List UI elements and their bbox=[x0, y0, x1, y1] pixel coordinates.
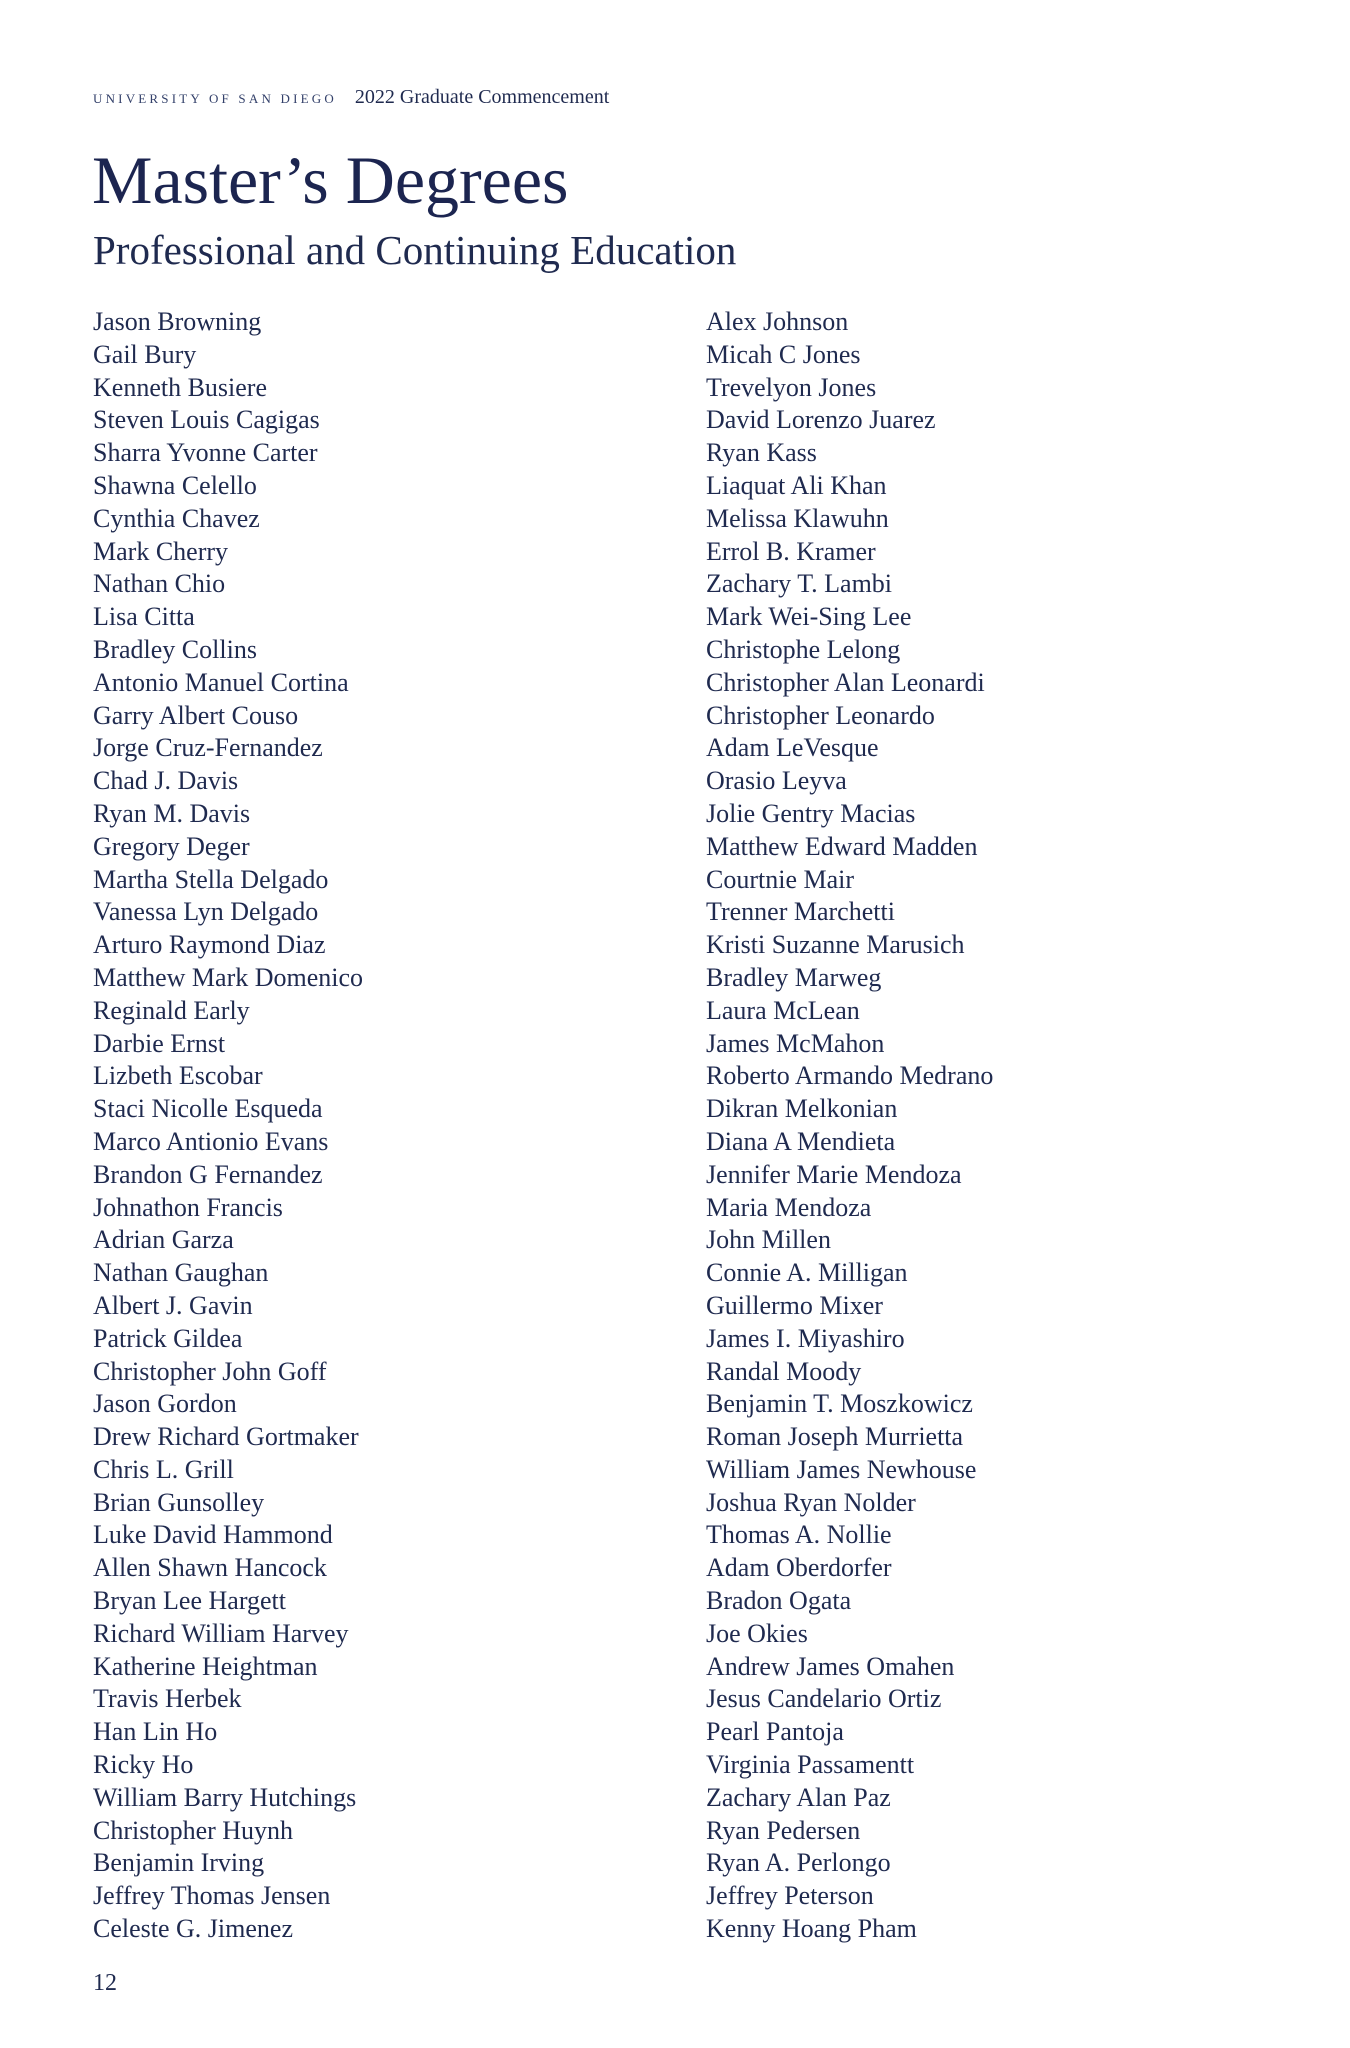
graduate-name: Bradley Marweg bbox=[706, 962, 882, 992]
graduate-name: Melissa Klawuhn bbox=[706, 503, 889, 533]
graduate-name: Courtnie Mair bbox=[706, 864, 855, 894]
graduate-name: Han Lin Ho bbox=[93, 1717, 218, 1747]
graduate-name: Errol B. Kramer bbox=[706, 536, 876, 566]
graduate-name: Benjamin T. Moszkowicz bbox=[706, 1389, 973, 1419]
graduate-name: Randal Moody bbox=[706, 1356, 862, 1386]
graduate-name: Zachary Alan Paz bbox=[706, 1782, 891, 1812]
graduate-name: Trenner Marchetti bbox=[706, 897, 895, 927]
graduate-name: Andrew James Omahen bbox=[706, 1651, 955, 1681]
graduate-name: Brian Gunsolley bbox=[93, 1487, 265, 1517]
graduate-name: Steven Louis Cagigas bbox=[93, 405, 320, 435]
graduate-name: Micah C Jones bbox=[706, 339, 861, 369]
graduate-name: Kenny Hoang Pham bbox=[706, 1914, 917, 1944]
graduate-name: Christopher John Goff bbox=[93, 1356, 327, 1386]
graduate-name: Nathan Chio bbox=[93, 569, 226, 599]
graduate-name: William Barry Hutchings bbox=[93, 1782, 357, 1812]
graduate-name: John Millen bbox=[706, 1225, 831, 1255]
graduate-name: Jeffrey Thomas Jensen bbox=[93, 1881, 331, 1911]
graduate-name: Johnathon Francis bbox=[93, 1192, 283, 1222]
graduate-name: Lisa Citta bbox=[93, 602, 195, 632]
university-name: UNIVERSITY OF SAN DIEGO bbox=[93, 91, 337, 106]
graduate-name: William James Newhouse bbox=[706, 1454, 977, 1484]
graduate-name: Sharra Yvonne Carter bbox=[93, 438, 318, 468]
graduate-name: Richard William Harvey bbox=[93, 1618, 349, 1648]
page-subtitle: Professional and Continuing Education bbox=[93, 227, 737, 273]
graduate-name: Dikran Melkonian bbox=[706, 1094, 898, 1124]
graduate-name: Jolie Gentry Macias bbox=[706, 798, 916, 828]
graduate-name: Bradley Collins bbox=[93, 634, 257, 664]
graduate-name: Garry Albert Couso bbox=[93, 700, 299, 730]
graduate-name: Kristi Suzanne Marusich bbox=[706, 930, 965, 960]
graduate-name: Reginald Early bbox=[93, 995, 250, 1025]
graduate-name: Lizbeth Escobar bbox=[93, 1061, 263, 1091]
graduate-name: Diana A Mendieta bbox=[706, 1126, 896, 1156]
graduate-name: Arturo Raymond Diaz bbox=[93, 930, 326, 960]
graduate-name: Patrick Gildea bbox=[93, 1323, 243, 1353]
graduate-name: Liaquat Ali Khan bbox=[706, 470, 887, 500]
graduate-name: Jennifer Marie Mendoza bbox=[706, 1159, 962, 1189]
graduate-name: Adam Oberdorfer bbox=[706, 1553, 892, 1583]
graduate-name: Christopher Alan Leonardi bbox=[706, 667, 985, 697]
graduate-name: Roberto Armando Medrano bbox=[706, 1061, 994, 1091]
graduate-name: Christopher Huynh bbox=[93, 1815, 294, 1845]
graduate-name: Ryan A. Perlongo bbox=[706, 1848, 891, 1878]
graduate-name: Orasio Leyva bbox=[706, 766, 847, 796]
graduate-name: Bradon Ogata bbox=[706, 1586, 852, 1616]
graduate-name: Celeste G. Jimenez bbox=[93, 1914, 293, 1944]
graduate-name: Darbie Ernst bbox=[93, 1028, 226, 1058]
graduate-name: Jorge Cruz-Fernandez bbox=[93, 733, 323, 763]
graduate-name: Christopher Leonardo bbox=[706, 700, 935, 730]
graduate-name: Jason Gordon bbox=[93, 1389, 237, 1419]
graduate-name: Ryan M. Davis bbox=[93, 798, 251, 828]
graduate-name: Ryan Kass bbox=[706, 438, 817, 468]
graduate-name: Gregory Deger bbox=[93, 831, 250, 861]
page-title: Master’s Degrees bbox=[92, 142, 569, 218]
graduate-name: Matthew Mark Domenico bbox=[93, 962, 364, 992]
graduate-name: Bryan Lee Hargett bbox=[93, 1586, 286, 1616]
page-number: 12 bbox=[93, 1970, 117, 1996]
graduate-name: Staci Nicolle Esqueda bbox=[93, 1094, 323, 1124]
graduate-name: James I. Miyashiro bbox=[706, 1323, 905, 1353]
event-name: 2022 Graduate Commencement bbox=[354, 86, 610, 108]
graduate-name: Brandon G Fernandez bbox=[93, 1159, 323, 1189]
graduate-name: Jesus Candelario Ortiz bbox=[706, 1684, 942, 1714]
graduate-name: Maria Mendoza bbox=[706, 1192, 872, 1222]
graduate-name: Roman Joseph Murrietta bbox=[706, 1422, 964, 1452]
graduate-name: Marco Antionio Evans bbox=[93, 1126, 329, 1156]
graduate-name: Adam LeVesque bbox=[706, 733, 879, 763]
graduate-name: Katherine Heightman bbox=[93, 1651, 318, 1681]
names-column-left bbox=[93, 306, 363, 1946]
graduate-name: Ryan Pedersen bbox=[706, 1815, 861, 1845]
graduate-name: Drew Richard Gortmaker bbox=[93, 1422, 359, 1452]
graduate-name: Ricky Ho bbox=[93, 1750, 194, 1780]
graduate-name: Kenneth Busiere bbox=[93, 372, 268, 402]
graduate-name: Nathan Gaughan bbox=[93, 1258, 269, 1288]
graduate-name: Zachary T. Lambi bbox=[706, 569, 893, 599]
graduate-name: Shawna Celello bbox=[93, 470, 257, 500]
graduate-name: Cynthia Chavez bbox=[93, 503, 260, 533]
graduate-name: Vanessa Lyn Delgado bbox=[93, 897, 319, 927]
graduate-name: Christophe Lelong bbox=[706, 634, 901, 664]
graduate-name: Joe Okies bbox=[706, 1618, 808, 1648]
graduate-name: Mark Cherry bbox=[93, 536, 229, 566]
graduate-name: James McMahon bbox=[706, 1028, 885, 1058]
graduate-name: Virginia Passamentt bbox=[706, 1750, 915, 1780]
running-header bbox=[93, 86, 609, 109]
graduate-name: Adrian Garza bbox=[93, 1225, 234, 1255]
names-column-right bbox=[706, 306, 993, 1946]
graduate-name: Antonio Manuel Cortina bbox=[93, 667, 349, 697]
graduate-name: Guillermo Mixer bbox=[706, 1290, 883, 1320]
graduate-name: Joshua Ryan Nolder bbox=[706, 1487, 916, 1517]
graduate-name: Jeffrey Peterson bbox=[706, 1881, 874, 1911]
graduate-name: Chad J. Davis bbox=[93, 766, 239, 796]
graduate-name: Gail Bury bbox=[93, 339, 197, 369]
graduate-name: Allen Shawn Hancock bbox=[93, 1553, 327, 1583]
graduate-name: Benjamin Irving bbox=[93, 1848, 265, 1878]
graduate-name: Luke David Hammond bbox=[93, 1520, 333, 1550]
graduate-name: Thomas A. Nollie bbox=[706, 1520, 892, 1550]
graduate-name: David Lorenzo Juarez bbox=[706, 405, 936, 435]
graduate-name: Jason Browning bbox=[93, 307, 262, 336]
graduate-name: Connie A. Milligan bbox=[706, 1258, 908, 1288]
graduate-name: Travis Herbek bbox=[93, 1684, 242, 1714]
graduate-name: Trevelyon Jones bbox=[706, 372, 877, 402]
graduate-name: Albert J. Gavin bbox=[93, 1290, 253, 1320]
graduate-name: Mark Wei-Sing Lee bbox=[706, 602, 912, 632]
graduate-name: Laura McLean bbox=[706, 995, 860, 1025]
graduate-name: Martha Stella Delgado bbox=[93, 864, 329, 894]
graduate-name: Chris L. Grill bbox=[93, 1454, 234, 1484]
graduate-name: Matthew Edward Madden bbox=[706, 831, 978, 861]
graduate-name: Alex Johnson bbox=[706, 307, 849, 336]
graduate-name: Pearl Pantoja bbox=[706, 1717, 844, 1747]
